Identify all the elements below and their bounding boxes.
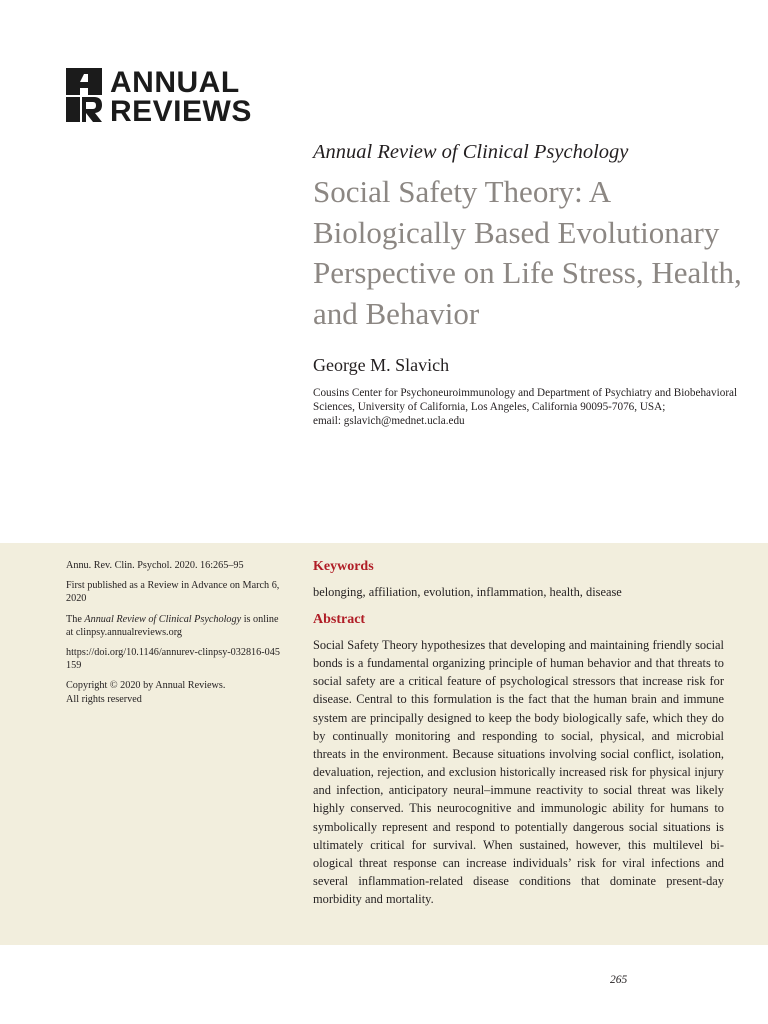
copyright [66,679,284,705]
copyright-line: Copyright © 2020 by Annual Reviews. [66,680,226,692]
author-affiliation [313,386,738,428]
ar-logo-icon [66,68,102,122]
online-journal: Annual Review of Clinical Psychology [84,613,242,625]
abstract-text: Social Safety Theory hypothesizes that developing and maintaining friendly social bonds is a fundamental organizing principle of human behavior and that threats to social safety are a critical feature of psychological stressors that increase risk for disease. Central to this formulation is the fact that the human brain and immune system are principally designed to keep the body biologically safe, which they do by continually monitoring and responding to social, physical, and microbial threats in the environment. Because situations involving social conflict, isolation, devaluation, rejection, and exclusion historically increased risk for physical injury and infection, anticipatory neural–immune reactivity to social threat was likely highly conserved. This neurocognitive and immunologic ability for humans to symbolically represent and respond to potentially dangerous social situations is ultimately critical for survival. When sustained, however, this multilevel biological threat response can increase individuals’ risk for viral infections and several inflammation-related disease conditions that dominate present-day morbidity and mortality. [313,638,724,907]
affiliation-line-2: Sciences, University of California, Los Angeles, California 90095-7076, USA; [313,401,666,413]
affiliation-line-1: Cousins Center for Psychoneuroimmunology and Department of Psychiatry and Biobehavioral [313,387,738,399]
article-title: Social Safety Theory: A Biologically Based Evolutionary Perspective on Life Stress, Health, and Behavior [313,174,742,331]
annual-reviews-logo [66,66,252,128]
page-number: 265 [610,974,628,986]
journal-name: Annual Review of Clinical Psychology [313,141,629,163]
online-prefix: The [66,613,82,625]
abstract-heading: Abstract [313,612,366,627]
affiliation-email: email: gslavich@mednet.ucla.edu [313,415,465,427]
online-availability [66,613,284,639]
keywords-text: belonging, affiliation, evolution, inflammation, health, disease [313,585,622,599]
author-name: George M. Slavich [313,355,450,375]
rights-line: All rights reserved [66,693,142,705]
logo-line-2: REVIEWS [110,95,252,128]
article-metadata [66,559,284,706]
first-published: First published as a Review in Advance on March 6, 2020 [66,580,280,605]
keywords-heading: Keywords [313,559,374,574]
abstract-section [313,559,724,908]
online-suffix: is online at clinpsy.annualreviews.org [66,613,279,638]
citation: Annu. Rev. Clin. Psychol. 2020. 16:265–95 [66,560,244,571]
doi-link[interactable]: https://doi.org/10.1146/annurev-clinpsy-032816-045159 [66,647,280,672]
logo-line-1: ANNUAL [110,66,240,99]
logo-wordmark [110,68,252,126]
